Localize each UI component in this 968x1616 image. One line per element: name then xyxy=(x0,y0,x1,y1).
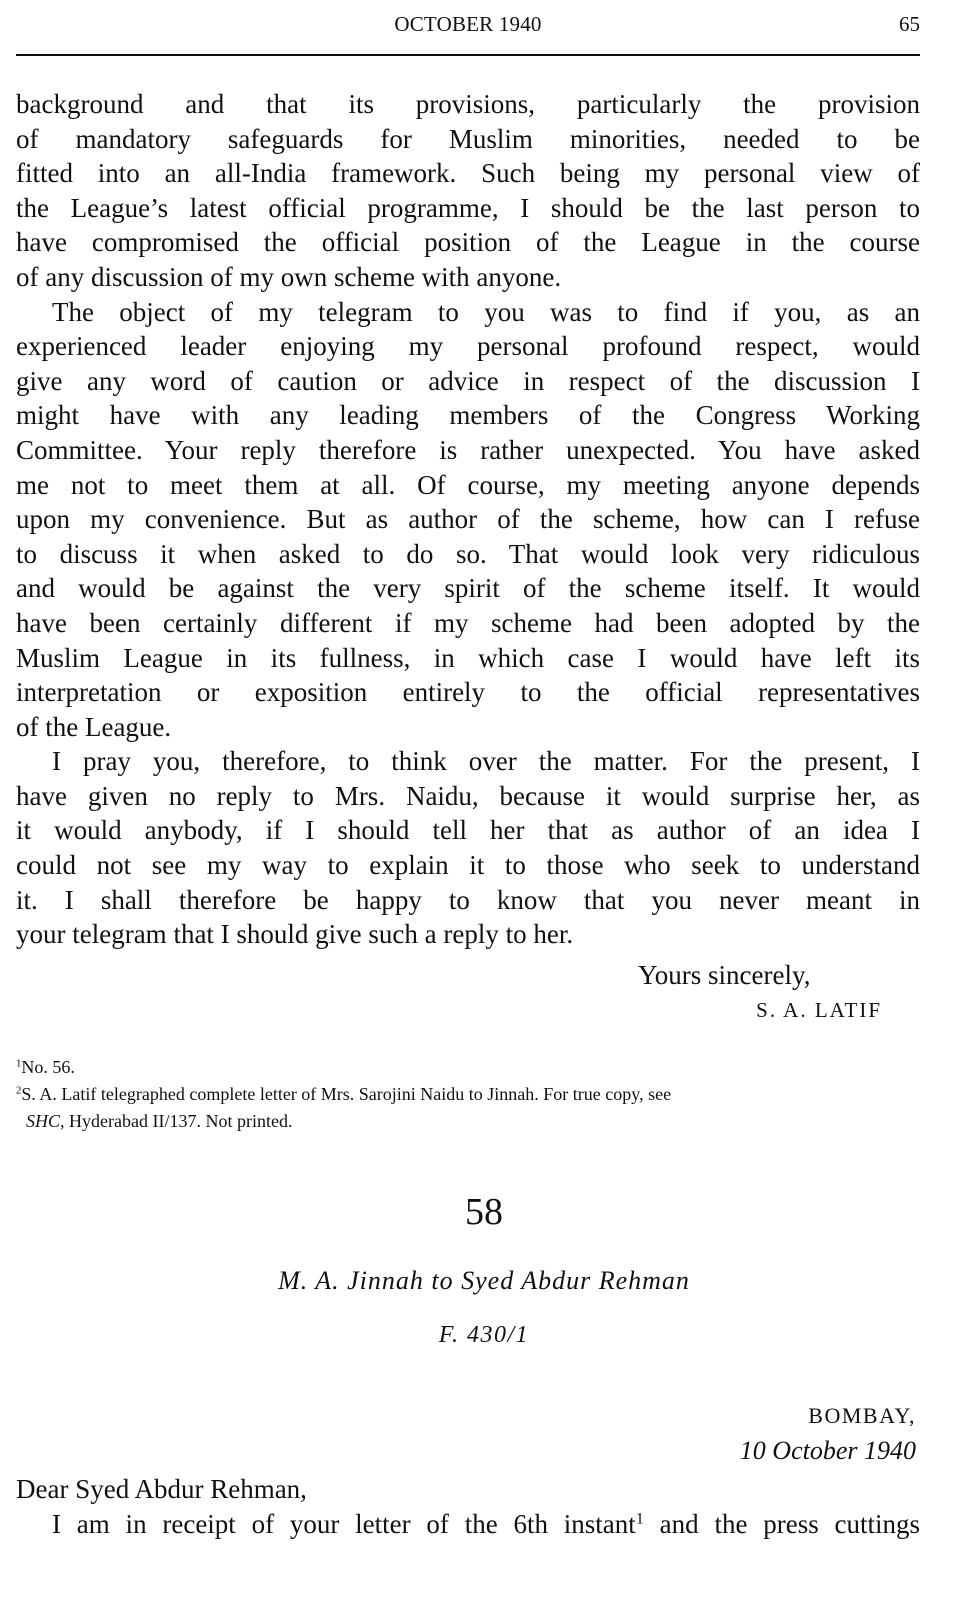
header-rule xyxy=(16,54,920,56)
body-line: to discuss it when asked to do so. That would look very ridiculous xyxy=(16,538,920,569)
body-text-segment: and the press cuttings xyxy=(643,1509,920,1539)
salutation: Dear Syed Abdur Rehman, xyxy=(16,1474,307,1504)
letter-date: 10 October 1940 xyxy=(739,1436,916,1465)
body-line: of mandatory safeguards for Muslim minorities, needed to be xyxy=(16,123,920,154)
footnote-2 xyxy=(16,1081,920,1108)
page-number: 65 xyxy=(899,12,920,36)
body-line: The object of my telegram to you was to find if you, as an xyxy=(52,296,920,327)
body-line: have compromised the official position of the League in the course xyxy=(16,227,920,258)
footnote-2-continuation xyxy=(16,1108,920,1135)
body-line: fitted into an all-India framework. Such being my personal view of xyxy=(16,158,920,189)
footnote-text: No. 56. xyxy=(21,1057,75,1077)
letter-body xyxy=(16,87,920,952)
body-line: background and that its provisions, particularly the provision xyxy=(16,89,920,119)
body-line: Committee. Your reply therefore is rather unexpected. You have asked xyxy=(16,434,920,465)
body-line: me not to meet them at all. Of course, my meeting anyone depends xyxy=(16,469,920,500)
signature: S. A. LATIF xyxy=(756,998,882,1022)
body-line: have given no reply to Mrs. Naidu, because it would surprise her, as xyxy=(16,780,920,811)
body-line: the League’s latest official programme, I should be the last person to xyxy=(16,192,920,223)
letter-body-2 xyxy=(16,1507,920,1542)
footnote-1 xyxy=(16,1054,920,1081)
body-line: give any word of caution or advice in respect of the discussion I xyxy=(16,365,920,396)
body-line xyxy=(16,1507,920,1542)
body-text-segment: I am in receipt of your letter of the 6th instant xyxy=(52,1509,636,1539)
body-line: I pray you, therefore, to think over the matter. For the present, I xyxy=(52,746,920,777)
body-line: interpretation or exposition entirely to the official representatives xyxy=(16,677,920,708)
body-line: have been certainly different if my scheme had been adopted by the xyxy=(16,607,920,638)
footnote-mark: 2 xyxy=(16,1084,22,1097)
body-line: Muslim League in its fullness, in which case I would have left its xyxy=(16,642,920,673)
footnote-mark: 1 xyxy=(635,1509,644,1528)
footnotes xyxy=(16,1054,920,1135)
page-header xyxy=(16,12,920,42)
body-line: of the League. xyxy=(16,711,172,742)
body-line: of any discussion of my own scheme with anyone. xyxy=(16,261,562,292)
body-line: it would anybody, if I should tell her that as author of an idea I xyxy=(16,815,920,846)
body-line: and would be against the very spirit of the scheme itself. It would xyxy=(16,573,920,604)
running-head: OCTOBER 1940 xyxy=(394,12,542,36)
closing: Yours sincerely, xyxy=(638,960,811,990)
document-number: 58 xyxy=(465,1191,503,1233)
letter-place: BOMBAY, xyxy=(808,1403,916,1428)
footnote-text: S. A. Latif telegraphed complete letter of Mrs. Sarojini Naidu to Jinnah. For true copy, see xyxy=(21,1084,672,1104)
document-reference: F. 430/1 xyxy=(438,1322,530,1348)
body-line: upon my convenience. But as author of the scheme, how can I refuse xyxy=(16,504,920,535)
footnote-mark: 1 xyxy=(16,1057,22,1070)
body-line: it. I shall therefore be happy to know that you never meant in xyxy=(16,884,920,915)
footnote-source-abbrev: SHC, xyxy=(26,1111,65,1131)
footnote-text: Hyderabad II/137. Not printed. xyxy=(64,1111,293,1131)
body-line: could not see my way to explain it to those who seek to understand xyxy=(16,850,920,881)
body-line: might have with any leading members of the Congress Working xyxy=(16,400,920,431)
body-line: experienced leader enjoying my personal profound respect, would xyxy=(16,331,920,362)
document-title: M. A. Jinnah to Syed Abdur Rehman xyxy=(278,1266,690,1295)
body-line: your telegram that I should give such a reply to her. xyxy=(16,919,574,950)
